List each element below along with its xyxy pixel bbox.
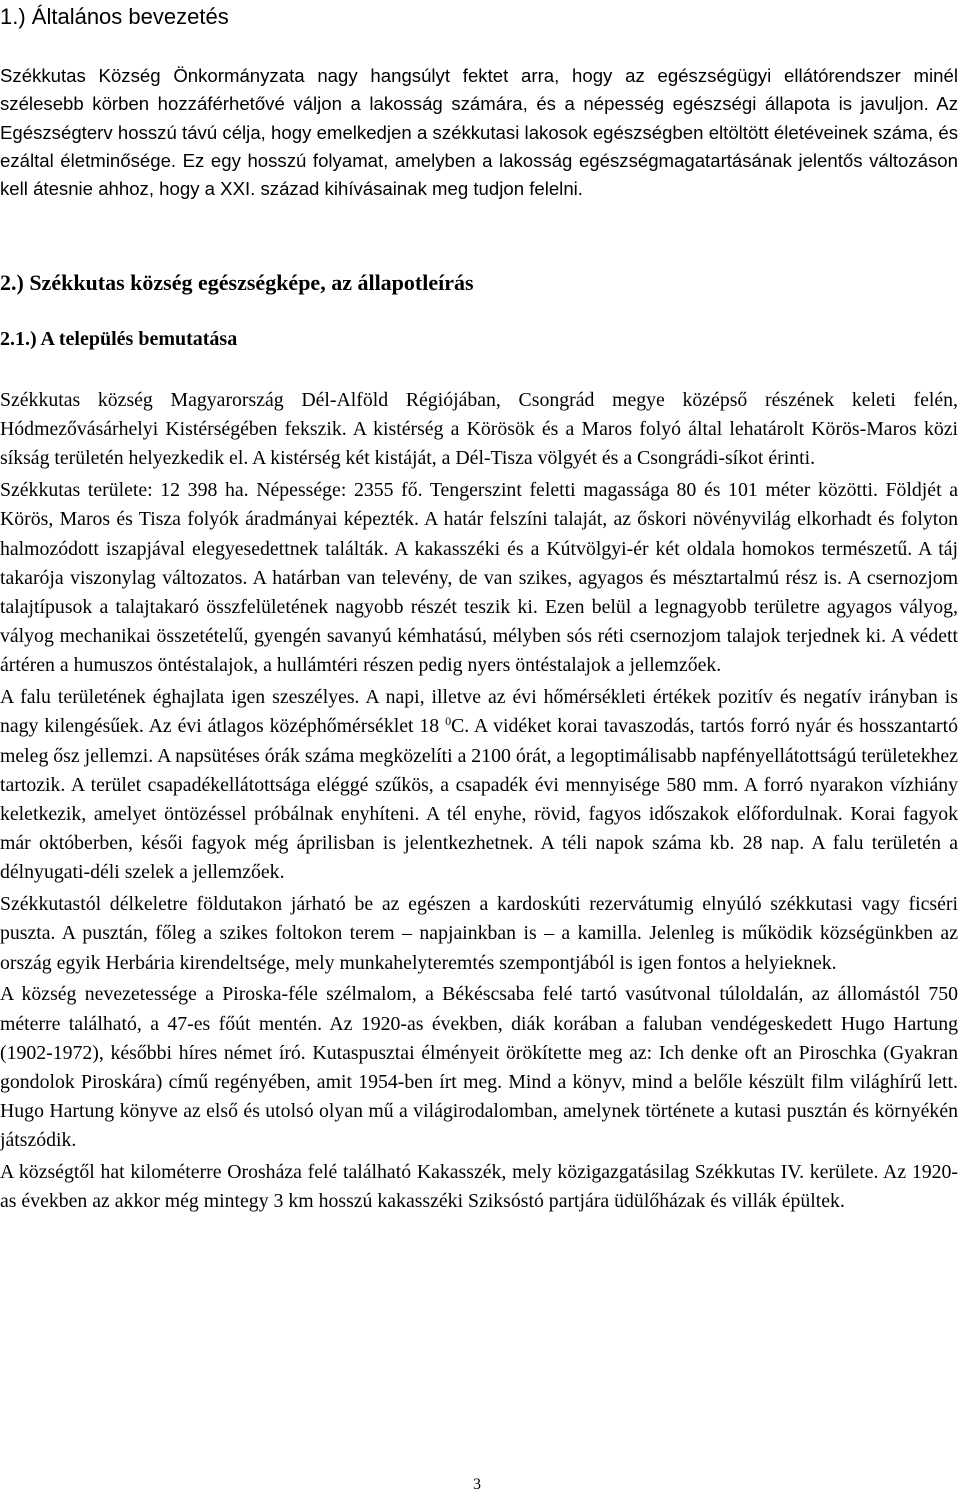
windmill-paragraph: A község nevezetessége a Piroska-féle szélmalom, a Békéscsaba felé tartó vasútvonal túloldalán, az állomástól 750 méterre található, a 47-es főút mentén. Az 1920-as években, diák korában a faluban vendégeskedett Hugo Hartung (1902-1972), későbbi híres német író. Kutaspusztai élményeit örökítette meg az: Ich denke oft an Piroschka (Gyakran gondolok Piroskára) című regényében, amit 1954-ben írt meg. Mind a könyv, mind a belőle készült film világhírű lett. Hugo Hartung könyve az első és utolsó olyan mű a világirodalomban, amelynek története a kutasi pusztán és környékén játszódik. [0, 983, 958, 1152]
climate-text-end: C. A vidéket korai tavaszodás, tartós forró nyár és hosszantartó meleg ősz jellemzi. A napsütéses órák száma megközelíti a 2100 órát, a legoptimálisabb napfényellátottságú területekhez tartozik. A terület csapadékellátottsága eléggé szűkös, a csapadék évi mennyisége 580 mm. A forró nyarakon vízhiány keletkezik, amelyet öntözéssel próbálnak enyhíteni. A tél enyhe, rövid, fagyos időszakok előfordulnak. Korai fagyok már októberben, késői fagyok még áprilisban is jelentkezhetnek. A téli napok száma kb. 28 nap. A falu területén a délnyugati-déli szelek a jellemzőek. [0, 715, 958, 884]
section-2-1-heading: 2.1.) A település bemutatása [0, 328, 238, 350]
page-number: 3 [473, 1476, 481, 1493]
section-2-heading: 2.) Székkutas község egészségképe, az állapotleírás [0, 270, 474, 295]
kakasszek-paragraph: A községtől hat kilométerre Orosháza felé található Kakasszék, mely közigazgatásilag Székkutas IV. kerülete. Az 1920-as években az akkor még mintegy 3 km hosszú kakasszéki Sziksóstó partjára üdülőházak és villák épültek. [0, 1161, 958, 1213]
geography-paragraph: Székkutas területe: 12 398 ha. Népessége: 2355 fő. Tengerszint feletti magassága 80 és 101 méter közötti. Földjét a Körös, Maros és Tisza folyók áradmányai képezték. A határ felszíni talaját, az őskori növényvilág elkorhadt és folyton halmozódott iszapjával elegyesedettnek találták. A kakasszéki és a Kútvölgyi-ér két oldala homokos természetű. A táj takarója viszonylag változatos. A határban van televény, de van szikes, agyagos és mésztartalmú rész is. A csernozjom talajtípusok a talajtakaró összfelületének nagyobb részét teszik ki. Ezen belül a legnagyobb területre agyagos vályog, vályog mechanikai összetételű, gyengén savanyú kémhatású, mélyben sós réti csernozjom talajok terjednek ki. A védett ártéren a humuszos öntéstalajok, a hullámtéri részen pedig nyers öntéstalajok a jellemzőek. [0, 479, 958, 677]
section-2-1-body [0, 386, 958, 1219]
section-1-heading: 1.) Általános bevezetés [0, 4, 229, 29]
location-paragraph: Székkutas község Magyarország Dél-Alföld Régiójában, Csongrád megye középső részének keleti felén, Hódmezővásárhelyi Kistérségében fekszik. A kistérség a Körösök és a Maros folyó által lehatárolt Körös-Maros közi síkság területén helyezkedik el. A kistérség két kistáját, a Dél-Tisza völgyét és a Csongrádi-síkot érinti. [0, 389, 958, 470]
degree-superscript: 0 [445, 714, 452, 729]
puszta-paragraph: Székkutastól délkeletre földutakon járható be az egészen a kardoskúti rezervátumig elnyúló székkutasi vagy ficséri puszta. A pusztán, főleg a szikes foltokon terem – napjainkban is – a kamilla. Jelenleg is működik községünkben az ország egyik Herbária kirendeltsége, mely munkahelyteremtés szempontjából is igen fontos a helyieknek. [0, 893, 958, 974]
climate-paragraph [0, 683, 958, 887]
climate-text-start: A falu területének éghajlata igen szeszélyes. A napi, illetve az évi hőmérsékleti értékek pozitív és negatív irányban is nagy kilengésűek. Az évi átlagos középhőmérséklet 18 [0, 686, 958, 738]
intro-paragraph: Székkutas Község Önkormányzata nagy hangsúlyt fektet arra, hogy az egészségügyi ellátórendszer minél szélesebb körben hozzáférhetővé váljon a lakosság számára, és a népesség egészségi állapota is javuljon. Az Egészségterv hosszú távú célja, hogy emelkedjen a székkutasi lakosok egészségben eltöltött életéveinek száma, és ezáltal életminősége. Ez egy hosszú folyamat, amelyben a lakosság egészségmagatartásának jelentős változáson kell átesnie ahhoz, hogy a XXI. század kihívásainak meg tudjon felelni. [0, 65, 958, 200]
